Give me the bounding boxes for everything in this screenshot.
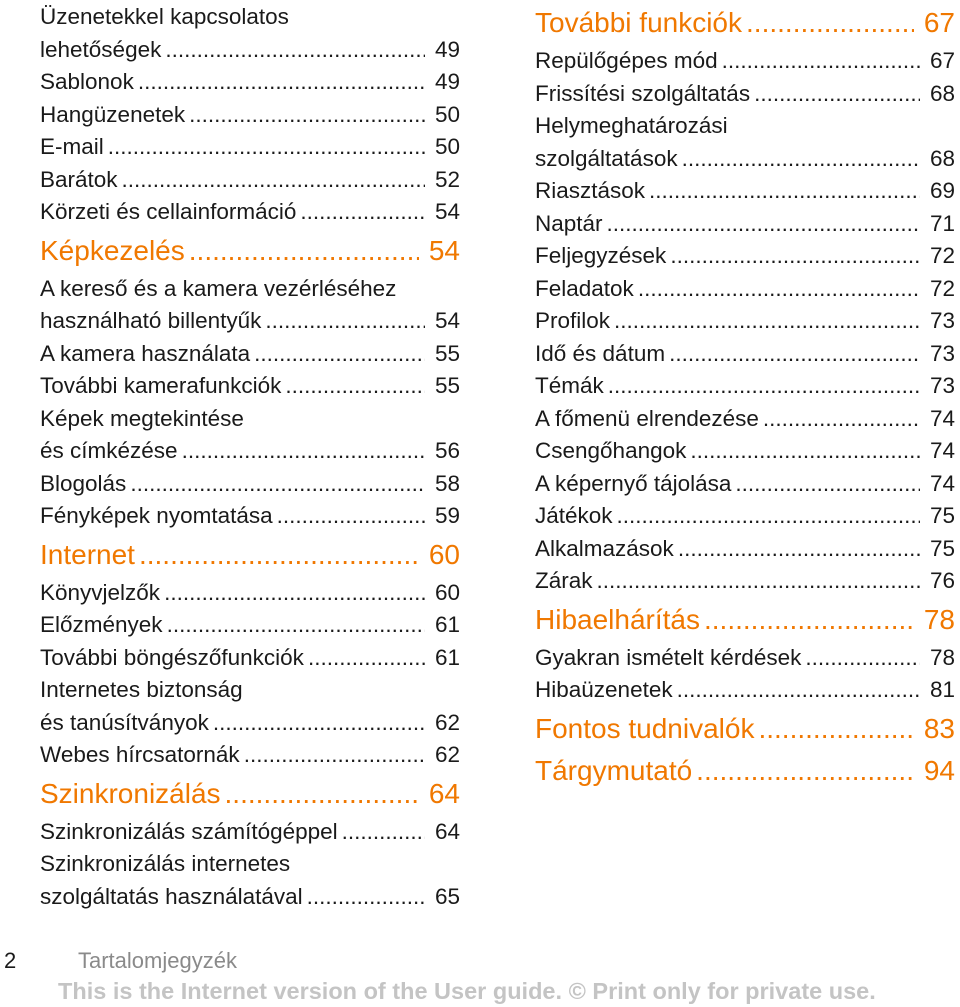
toc-entry-text: Hangüzenetek (40, 101, 186, 127)
dot-leader (801, 642, 920, 675)
dot-leader (178, 435, 425, 468)
toc-entry-text: Profilok (535, 308, 611, 333)
dot-leader (759, 403, 920, 436)
toc-entry-row (40, 609, 460, 642)
toc-page-number: 61 (434, 612, 460, 637)
toc-page-number: 55 (434, 340, 460, 366)
toc-entry-text: Blogolás (40, 470, 127, 496)
toc-heading[interactable] (40, 535, 460, 575)
toc-entry[interactable] (535, 273, 955, 306)
toc-entry-text: Szinkronizálás internetes (40, 851, 291, 876)
toc-entry[interactable] (40, 338, 460, 371)
toc-heading[interactable] (535, 751, 955, 791)
dot-leader (338, 816, 425, 849)
toc-heading[interactable] (40, 231, 460, 271)
toc-page-number: 75 (929, 503, 955, 528)
toc-left-column (40, 1, 460, 913)
toc-entry[interactable] (40, 196, 460, 229)
dot-leader (163, 609, 425, 642)
toc-entry-text: A kereső és a kamera vezérléséhez (40, 275, 397, 301)
dot-leader (604, 370, 920, 403)
dot-leader (593, 565, 920, 598)
dot-leader (104, 131, 425, 164)
toc-entry[interactable] (40, 642, 460, 675)
toc-page-number: 71 (929, 210, 955, 236)
toc-entry[interactable] (535, 110, 955, 175)
toc-entry-text: Előzmények (40, 612, 163, 637)
toc-entry-row (535, 45, 955, 78)
dot-leader (692, 751, 914, 791)
toc-entry-text: További funkciók (535, 7, 743, 38)
toc-entry-text: Webes hírcsatornák (40, 742, 240, 767)
toc-entry[interactable] (40, 131, 460, 164)
dot-leader (160, 577, 425, 610)
toc-entry-text: Idő és dátum (535, 340, 666, 366)
toc-entry-row (535, 338, 955, 371)
toc-entry-text: További kamerafunkciók (40, 373, 282, 398)
section-title: Tartalomjegyzék (78, 948, 237, 973)
dot-leader (665, 338, 920, 371)
toc-entry-row (535, 674, 955, 707)
toc-entry-row (535, 305, 955, 338)
toc-page-number: 72 (929, 275, 955, 301)
toc-entry-text: Barátok (40, 166, 118, 192)
toc-entry-row (40, 739, 460, 772)
dot-leader (185, 231, 419, 271)
toc-page-number: 76 (929, 568, 955, 593)
toc-entry-row (40, 642, 460, 675)
toc-entry[interactable] (535, 403, 955, 436)
toc-page-number: 72 (929, 243, 955, 268)
toc-entry-row (40, 435, 460, 468)
toc-entry[interactable] (40, 66, 460, 99)
toc-entry-text: Sablonok (40, 69, 134, 94)
toc-entry-row (40, 338, 460, 371)
toc-entry[interactable] (535, 435, 955, 468)
toc-entry-text: lehetőségek (40, 36, 162, 62)
toc-entry-text: Tárgymutató (535, 754, 693, 786)
toc-entry-text: Játékok (535, 503, 613, 528)
toc-entry-row (40, 131, 460, 164)
dot-leader (240, 739, 425, 772)
toc-entry-text: szolgáltatás használatával (40, 883, 303, 909)
toc-entry-text: Feljegyzések (535, 243, 667, 268)
toc-entry-text: Hibaelhárítás (535, 603, 700, 635)
dot-leader (118, 164, 425, 197)
toc-entry-row (40, 164, 460, 197)
toc-entry-row (535, 565, 955, 598)
dot-leader (603, 208, 920, 241)
toc-entry-row (40, 231, 460, 271)
toc-entry-text: Képkezelés (40, 234, 185, 266)
dot-leader (135, 535, 419, 575)
toc-entry-row (40, 34, 460, 67)
dot-leader (221, 774, 419, 814)
toc-entry[interactable] (40, 577, 460, 610)
toc-page-number: 62 (434, 709, 460, 735)
toc-entry-row (40, 66, 460, 99)
toc-entry[interactable] (535, 78, 955, 111)
toc-entry-text: Gyakran ismételt kérdések (535, 644, 802, 670)
toc-entry-text: és tanúsítványok (40, 709, 209, 735)
toc-entry[interactable] (535, 338, 955, 371)
toc-entry-text: Frissítési szolgáltatás (535, 80, 751, 106)
dot-leader (742, 3, 914, 43)
toc-entry-row (535, 533, 955, 566)
dot-leader (634, 273, 920, 306)
toc-entry-text: Naptár (535, 210, 603, 236)
toc-entry[interactable] (535, 565, 955, 598)
toc-entry-text: A kamera használata (40, 340, 251, 366)
dot-leader (296, 196, 425, 229)
toc-entry[interactable] (535, 240, 955, 273)
toc-entry-row (40, 99, 460, 132)
toc-entry[interactable] (535, 175, 955, 208)
toc-entry-row (535, 642, 955, 675)
toc-page-number: 61 (434, 644, 460, 670)
toc-entry-row (40, 707, 460, 740)
toc-entry-text: Témák (535, 373, 604, 398)
toc-entry-row (535, 78, 955, 111)
dot-leader (209, 707, 425, 740)
toc-page-number: 78 (923, 603, 955, 635)
toc-entry-row (535, 403, 955, 436)
toc-entry-text: szolgáltatások (535, 145, 678, 171)
toc-entry[interactable] (535, 500, 955, 533)
toc-entry-text: Helymeghatározási (535, 113, 728, 138)
toc-entry-row (535, 751, 955, 791)
toc-entry[interactable] (535, 468, 955, 501)
toc-entry-row (535, 435, 955, 468)
dot-leader (261, 305, 425, 338)
toc-entry-text: Fontos tudnivalók (535, 712, 755, 744)
dot-leader (610, 305, 920, 338)
dot-leader (126, 468, 425, 501)
toc-entry-text: Repülőgépes mód (535, 48, 718, 73)
toc-entry-row (40, 370, 460, 403)
dot-leader (613, 500, 920, 533)
toc-entry-text: Riasztások (535, 178, 646, 203)
toc-page-number: 50 (434, 101, 460, 127)
dot-leader (686, 435, 920, 468)
toc-entry-text: és címkézése (40, 438, 178, 463)
toc-page-number: 83 (923, 712, 955, 744)
toc-heading[interactable] (40, 774, 460, 814)
toc-entry-row (40, 305, 460, 338)
toc-page-number: 73 (929, 340, 955, 366)
toc-entry-text: Csengőhangok (535, 438, 687, 463)
toc-entry[interactable] (535, 208, 955, 241)
toc-heading[interactable] (535, 709, 955, 749)
toc-entry-row (40, 468, 460, 501)
toc-entry-text: Internetes biztonság (40, 677, 243, 702)
dot-leader (273, 500, 425, 533)
toc-page-number: 60 (434, 579, 460, 605)
dot-leader (750, 78, 920, 111)
toc-page-number: 74 (929, 438, 955, 463)
toc-entry-row (535, 3, 955, 43)
toc-entry-text: Alkalmazások (535, 535, 674, 561)
toc-page-number: 68 (929, 80, 955, 106)
toc-entry-text: Körzeti és cellainformáció (40, 199, 297, 224)
toc-entry-row (535, 468, 955, 501)
toc-entry-text: Szinkronizálás (40, 777, 221, 809)
toc-entry[interactable] (40, 273, 460, 338)
toc-page-number: 67 (923, 7, 955, 38)
dot-leader (134, 66, 425, 99)
toc-entry[interactable] (535, 370, 955, 403)
toc-page-number: 74 (929, 405, 955, 431)
toc-page-number: 50 (434, 134, 460, 159)
toc-entry-text: A képernyő tájolása (535, 470, 732, 496)
toc-page-number: 56 (434, 438, 460, 463)
dot-leader (718, 45, 920, 78)
dot-leader (678, 143, 920, 176)
toc-page-number: 59 (434, 503, 460, 528)
toc-entry-row (535, 370, 955, 403)
toc-entry[interactable] (40, 99, 460, 132)
toc-entry-row (535, 175, 955, 208)
toc-page-number: 58 (434, 470, 460, 496)
dot-leader (303, 881, 425, 914)
toc-page-number: 73 (929, 308, 955, 333)
dot-leader (281, 370, 425, 403)
toc-page-number: 55 (434, 373, 460, 398)
toc-entry-text: A főmenü elrendezése (535, 405, 759, 431)
dot-leader (674, 533, 920, 566)
toc-entry-text: Zárak (535, 568, 593, 593)
dot-leader (304, 642, 425, 675)
toc-page-number: 94 (923, 754, 955, 786)
toc-page-number: 67 (929, 48, 955, 73)
toc-entry[interactable] (40, 848, 460, 913)
toc-page-number: 64 (434, 818, 460, 844)
toc-entry-row (40, 577, 460, 610)
toc-entry-row (40, 816, 460, 849)
toc-entry-text: Szinkronizálás számítógéppel (40, 818, 338, 844)
toc-entry-text: Képek megtekintése (40, 405, 244, 431)
toc-entry[interactable] (40, 468, 460, 501)
toc-page-number: 65 (434, 883, 460, 909)
toc-entry-text: E-mail (40, 134, 104, 159)
toc-entry[interactable] (40, 164, 460, 197)
dot-leader (185, 99, 425, 132)
toc-entry-row (535, 600, 955, 640)
watermark: This is the Internet version of the User guide. © Print only for private use. (58, 978, 876, 1004)
toc-entry-row (40, 196, 460, 229)
toc-page-number: 52 (434, 166, 460, 192)
toc-entry-row (40, 500, 460, 533)
dot-leader (250, 338, 425, 371)
toc-entry-text: További böngészőfunkciók (40, 644, 304, 670)
toc-entry[interactable] (40, 609, 460, 642)
toc-heading[interactable] (535, 3, 955, 43)
toc-page-number: 81 (929, 677, 955, 702)
dot-leader (666, 240, 920, 273)
toc-entry-row (535, 208, 955, 241)
toc-entry-text: Fényképek nyomtatása (40, 503, 273, 528)
toc-entry[interactable] (535, 305, 955, 338)
toc-entry-row (535, 273, 955, 306)
toc-entry[interactable] (40, 500, 460, 533)
toc-entry[interactable] (40, 816, 460, 849)
toc-page-number: 64 (428, 777, 460, 809)
toc-page-number: 54 (428, 234, 460, 266)
dot-leader (645, 175, 920, 208)
toc-entry[interactable] (40, 739, 460, 772)
toc-page-number: 78 (929, 644, 955, 670)
toc-page-number: 54 (434, 199, 460, 224)
toc-entry-text: Feladatok (535, 275, 634, 301)
toc-entry-text: Könyvjelzők (40, 579, 161, 605)
toc-right-column (535, 1, 955, 793)
toc-entry-row (40, 774, 460, 814)
toc-entry[interactable] (40, 674, 460, 739)
toc-page-number: 62 (434, 742, 460, 767)
toc-page-number: 75 (929, 535, 955, 561)
dot-leader (754, 709, 913, 749)
toc-entry-text: Üzenetekkel kapcsolatos (40, 4, 289, 29)
toc-entry[interactable] (40, 370, 460, 403)
toc-entry-text: használható billentyűk (40, 308, 262, 333)
toc-entry-row (535, 240, 955, 273)
toc-entry[interactable] (40, 1, 460, 66)
toc-entry[interactable] (535, 45, 955, 78)
toc-page-number: 49 (434, 36, 460, 62)
toc-entry-text: Internet (40, 538, 135, 570)
toc-heading[interactable] (535, 600, 955, 640)
toc-entry-row (40, 535, 460, 575)
dot-leader (161, 34, 425, 67)
toc-page-number: 74 (929, 470, 955, 496)
toc-entry[interactable] (535, 533, 955, 566)
toc-entry-row (535, 143, 955, 176)
toc-entry[interactable] (40, 403, 460, 468)
toc-page-number: 54 (434, 308, 460, 333)
toc-page-number: 69 (929, 178, 955, 203)
toc-page-number: 60 (428, 538, 460, 570)
dot-leader (673, 674, 920, 707)
toc-entry[interactable] (535, 642, 955, 675)
toc-page-number: 73 (929, 373, 955, 398)
dot-leader (700, 600, 914, 640)
toc-page-number: 49 (434, 69, 460, 94)
toc-entry-text: Hibaüzenetek (535, 677, 673, 702)
toc-entry-row (535, 500, 955, 533)
dot-leader (731, 468, 920, 501)
toc-page-number: 68 (929, 145, 955, 171)
toc-entry-row (535, 709, 955, 749)
toc-entry-row (40, 881, 460, 914)
toc-entry[interactable] (535, 674, 955, 707)
page-number: 2 (4, 948, 17, 973)
